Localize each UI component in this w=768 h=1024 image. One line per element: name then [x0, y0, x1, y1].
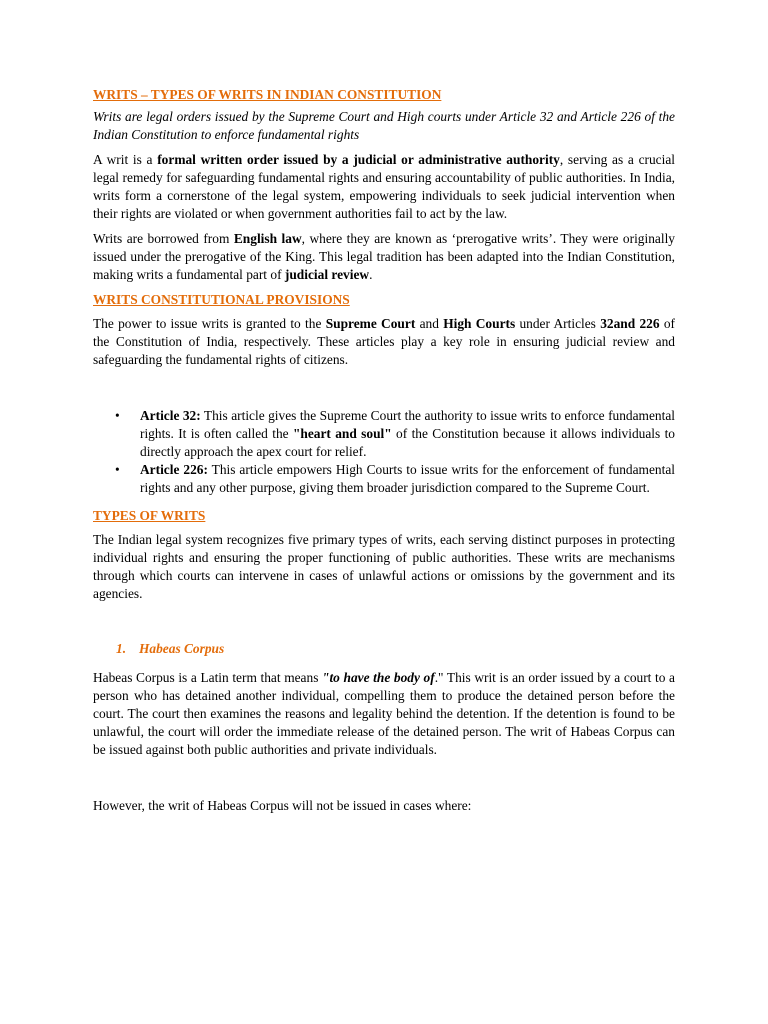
text-run: ." This writ is an order issued by a court to a person who has detained another individual, compelling them to produce the detained person before the court. The court then examines the reasons and legality behind the detention. If the detention is found to be unlawful, the court will order the immediate release of the detained person. The writ of Habeas Corpus can be issued against both public authorities and private individuals. — [93, 670, 675, 757]
text-run: This article empowers High Courts to issue writs for the enforcement of fundamental rights and any other purpose, giving them broader jurisdiction compared to the Supreme Court. — [140, 462, 675, 495]
text-run: under Articles — [515, 316, 601, 331]
bullet-icon: • — [115, 462, 120, 477]
title-heading: WRITS – TYPES OF WRITS IN INDIAN CONSTITUTION — [93, 87, 442, 102]
list-number: 1. — [116, 641, 127, 656]
text-run: Writs are borrowed from — [93, 231, 234, 246]
list-item-article-226 — [93, 461, 675, 497]
english-law-paragraph — [93, 230, 675, 284]
bold-text: 32and 226 — [600, 316, 660, 331]
habeas-corpus-paragraph — [93, 669, 675, 759]
bold-text: Supreme Court — [325, 316, 416, 331]
text-run: and — [415, 316, 444, 331]
text-run: . — [369, 267, 373, 282]
text-run: , serving as a crucial legal remedy for safeguarding fundamental rights and ensuring accountability of public authorities. In India, writs form a cornerstone of the legal system, empowering individuals to seek judicial intervention when their rights are violated or when government authorities fail to act by the law. — [93, 152, 675, 221]
provisions-heading: WRITS CONSTITUTIONAL PROVISIONS — [93, 292, 350, 307]
bullet-icon: • — [115, 408, 120, 423]
text-run: Habeas Corpus is a Latin term that means — [93, 670, 323, 685]
types-paragraph: The Indian legal system recognizes five primary types of writs, each serving distinct purposes in protecting individual rights and ensuring the proper functioning of public authorities. These writs are mechanisms through which courts can intervene in cases of unlawful actions or omissions by the government and its agencies. — [93, 532, 675, 601]
bold-text: formal written order issued by a judicial or administrative authority — [157, 152, 560, 167]
bold-text: judicial review — [284, 267, 370, 282]
types-heading: TYPES OF WRITS — [93, 508, 206, 523]
text-run: of the Constitution because it allows individuals to directly approach the apex court for relief. — [140, 426, 676, 459]
list-item-article-32 — [93, 407, 675, 461]
document-page — [93, 86, 675, 815]
text-run: This article gives the Supreme Court the authority to issue writs to enforce fundamental rights. It is often called the — [140, 408, 675, 441]
habeas-corpus-heading — [93, 640, 675, 658]
bold-text: English law — [233, 231, 302, 246]
intro-paragraph: Writs are legal orders issued by the Supreme Court and High courts under Article 32 and Article 226 of the Indian Constitution to enforce fundamental rights — [93, 109, 675, 142]
bold-italic-text: "to have the body of — [322, 670, 435, 685]
bold-text: Article 226: — [140, 462, 208, 477]
exceptions-paragraph: However, the writ of Habeas Corpus will not be issued in cases where: — [93, 798, 472, 813]
subheading-label: Habeas Corpus — [139, 641, 225, 656]
bold-text: High Courts — [443, 316, 516, 331]
articles-list — [93, 407, 675, 497]
text-run: The power to issue writs is granted to the — [93, 316, 326, 331]
text-run: A writ is a — [93, 152, 158, 167]
writ-definition-paragraph — [93, 151, 675, 223]
text-run: of the Constitution of India, respectively. These articles play a key role in ensuring judicial review and safeguarding the fundamental rights of citizens. — [93, 316, 675, 367]
text-run: , where they are known as ‘prerogative writs’. They were originally issued under the prerogative of the King. This legal tradition has been adapted into the Indian Constitution, making writs a fundamental part of — [93, 231, 676, 282]
bold-text: Article 32: — [140, 408, 201, 423]
bold-text: "heart and soul" — [292, 426, 392, 441]
provisions-paragraph — [93, 315, 675, 369]
